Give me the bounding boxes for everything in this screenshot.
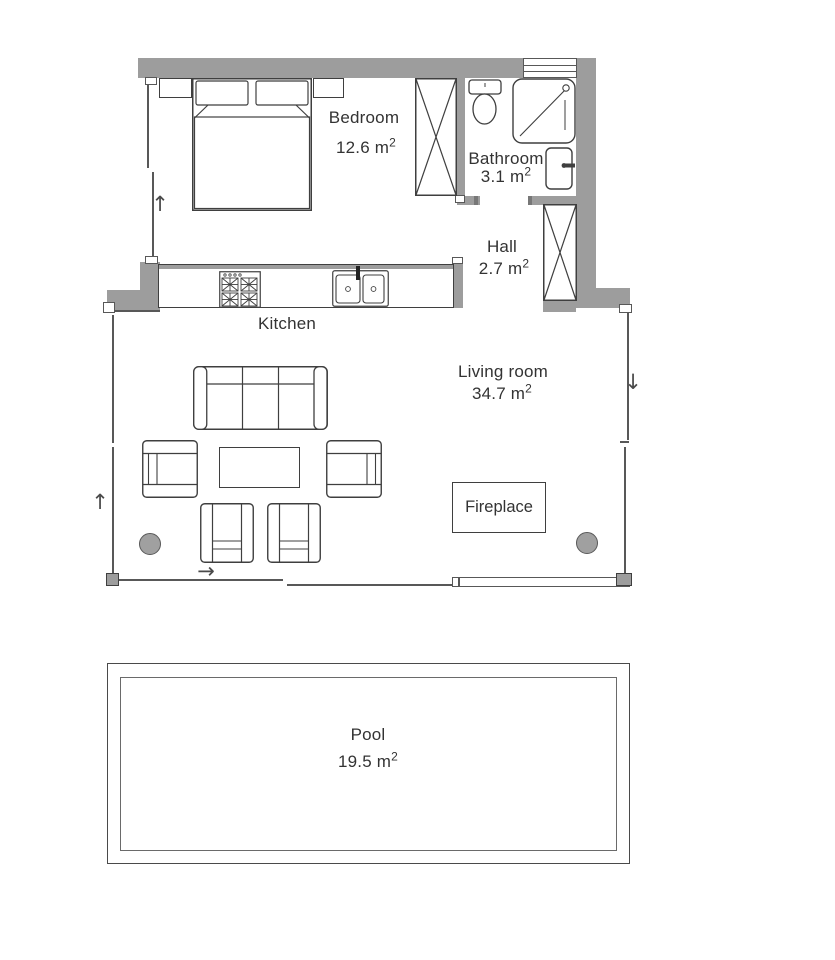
wall-right xyxy=(576,58,596,308)
bathroom-name-label: Bathroom xyxy=(468,149,544,168)
bathroom-sink-icon xyxy=(545,147,577,190)
corner-post xyxy=(106,573,119,586)
kitchen-faucet xyxy=(356,266,360,280)
wall-bedroom-left-upper xyxy=(147,84,149,168)
kitchen-counter xyxy=(158,264,454,308)
armchair-bottom-2-icon xyxy=(267,503,321,563)
frame-notch xyxy=(145,256,158,264)
fireplace-label: Fireplace xyxy=(465,498,533,516)
nightstand-left xyxy=(159,78,192,98)
shower-icon xyxy=(512,78,576,144)
toilet-icon xyxy=(468,79,504,125)
living-room-window xyxy=(452,577,630,587)
bathroom-door-frame-left xyxy=(474,196,478,205)
pool-area-label: 19.5 $m^2$ xyxy=(337,749,399,771)
wall-hall-closet-bottom xyxy=(543,300,576,312)
armchair-bottom-1-icon xyxy=(200,503,254,563)
bedroom-area-label: 12.6 $m^2$ xyxy=(335,135,397,157)
wall-top xyxy=(138,58,523,78)
living-room-area-label: 34.7 $m^2$ xyxy=(471,381,533,403)
window-line xyxy=(524,65,576,66)
coffee-table xyxy=(219,447,300,488)
frame-notch xyxy=(103,302,115,313)
frame-notch xyxy=(452,257,463,264)
sofa-icon xyxy=(193,366,328,430)
window-end-tick xyxy=(458,578,460,586)
bedroom-wardrobe-icon xyxy=(415,78,457,196)
bedroom-name-label: Bedroom xyxy=(328,108,400,127)
pool-name-label: Pool xyxy=(350,725,386,744)
wall-bedroom-bathroom xyxy=(457,78,465,196)
armchair-left-icon xyxy=(142,440,198,498)
frame-notch xyxy=(145,77,157,85)
hall-closet-icon xyxy=(543,204,577,301)
kitchen-name-label: Kitchen xyxy=(257,314,317,333)
arrow-up-icon: ↑ xyxy=(151,192,169,216)
frame-notch xyxy=(455,195,465,203)
hall-name-label: Hall xyxy=(486,237,518,256)
window-line xyxy=(524,71,576,72)
hall-area-label: 2.7 $m^2$ xyxy=(478,256,530,278)
bed-icon xyxy=(192,78,312,211)
plant-icon xyxy=(576,532,598,554)
wall-kitchen-left xyxy=(140,262,160,312)
stove-icon xyxy=(219,271,261,308)
plant-icon xyxy=(139,533,161,555)
wall-living-bottom-mid xyxy=(287,584,452,586)
corner-post xyxy=(616,573,632,586)
bathroom-window xyxy=(523,58,577,78)
bathroom-area-label: 3.1 $m^2$ xyxy=(480,164,532,186)
bathroom-door-frame-right xyxy=(528,196,532,205)
nightstand-right xyxy=(313,78,344,98)
arrow-right-icon: → xyxy=(197,559,215,583)
arrow-up-icon: ↑ xyxy=(91,490,109,514)
armchair-right-icon xyxy=(326,440,382,498)
wall-living-right-tick xyxy=(620,441,629,443)
frame-notch xyxy=(619,304,632,313)
wall-living-left-lower xyxy=(112,447,114,580)
living-room-name-label: Living room xyxy=(457,362,549,381)
wall-living-left-upper xyxy=(112,315,114,443)
arrow-down-icon: ↓ xyxy=(624,370,642,394)
counter-back-edge xyxy=(159,265,453,269)
wall-living-right-lower xyxy=(624,447,626,577)
kitchen-sink-icon xyxy=(332,270,389,307)
fireplace xyxy=(452,482,546,533)
